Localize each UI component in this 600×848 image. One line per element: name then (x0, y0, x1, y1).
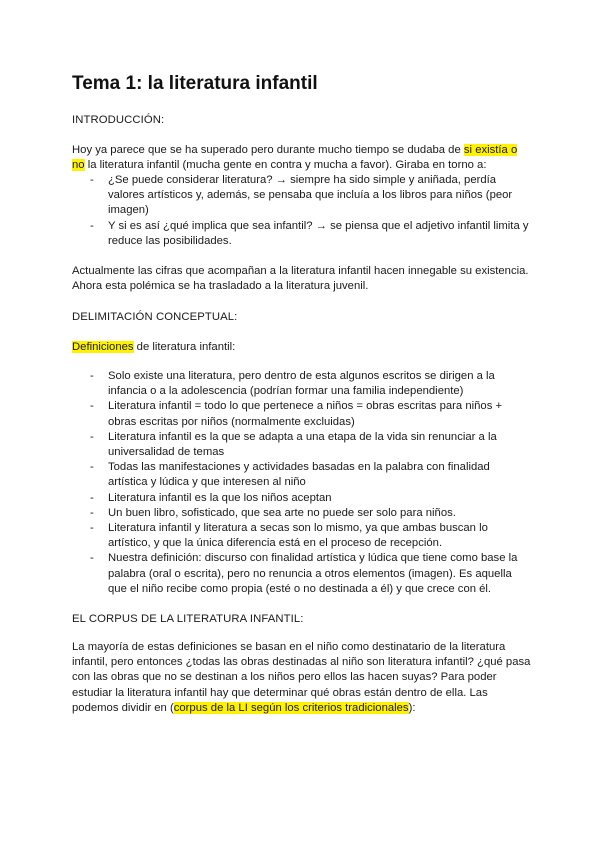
heading-delimitacion: DELIMITACIÓN CONCEPTUAL: (72, 311, 238, 323)
list-item: - Nuestra definición: discurso con finalidad artística y lúdica que tiene como base la palabra (oral o escrita), pero no renuncia a otros elementos (imagen). Es aquella que el niño recibe como propia (esté o no destinada a él) y que crece con él. (72, 551, 532, 597)
intro-bullet-list (72, 173, 532, 249)
intro-p1-text-after: la literatura infantil (mucha gente en contra y mucha a favor). Giraba en torno a: (84, 159, 487, 172)
list-item: - Y si es así ¿qué implica que sea infantil? → se piensa que el adjetivo infantil limita y reduce las posibilidades. (72, 219, 532, 249)
list-item: - Solo existe una literatura, pero dentro de esta algunos escritos se dirigen a la infancia o a la adolescencia (podrían formar una familia independiente) (72, 369, 532, 399)
list-item: - Un buen libro, sofisticado, que sea arte no puede ser solo para niños. (72, 506, 532, 521)
corpus-paragraph (72, 640, 532, 716)
list-item: - ¿Se puede considerar literatura? → siempre ha sido simple y aniñada, perdía valores artísticos y, además, se pensaba que incluía a los libros para niños (peor imagen) (72, 173, 532, 219)
definiciones-bullet-list (72, 369, 532, 597)
list-item: - Literatura infantil es la que los niños aceptan (72, 491, 532, 506)
corpus-text-after: ): (408, 701, 416, 714)
intro-paragraph-1 (72, 143, 532, 173)
list-item: - Literatura infantil = todo lo que pertenece a niños = obras escritas para niños + obras escritas por niños (normalmente excluidas) (72, 399, 532, 429)
intro-paragraph-2: Actualmente las cifras que acompañan a la literatura infantil hacen innegable su existencia. Ahora esta polémica se ha trasladado a la literatura juvenil. (72, 265, 529, 293)
intro-p1-text-before: Hoy ya parece que se ha superado pero durante mucho tiempo se dudaba de (72, 144, 464, 156)
definiciones-intro (72, 340, 532, 355)
page-title: Tema 1: la literatura infantil (72, 73, 318, 94)
heading-introduccion: INTRODUCCIÓN: (72, 114, 165, 126)
list-item: - Todas las manifestaciones y actividades basadas en la palabra con finalidad artística y lúdica y que interesen al niño (72, 460, 532, 490)
heading-corpus: EL CORPUS DE LA LITERATURA INFANTIL: (72, 613, 304, 625)
corpus-text-before: La mayoría de estas definiciones se basan en el niño como destinatario de la literatura infantil, pero entonces ¿todas las obras destinadas al niño son literatura infantil? ¿qué pasa con las obras que no se destinan a los niños pero ellos las hacen suyas? Para poder estudiar la literatura infantil hay que determinar qué obras están dentro de ella. Las podemos dividir en ( (72, 641, 531, 714)
intro-p1-highlight: si existía o no (72, 144, 518, 172)
list-item: - Literatura infantil es la que se adapta a una etapa de la vida sin renunciar a la universalidad de temas (72, 430, 532, 460)
list-item: - Literatura infantil y literatura a secas son lo mismo, ya que ambas buscan lo artístico, y que la única diferencia está en el proceso de recepción. (72, 521, 532, 551)
definiciones-highlight: Definiciones (72, 341, 134, 353)
definiciones-intro-text: de literatura infantil: (133, 341, 236, 353)
corpus-highlight: corpus de la LI según los criterios tradicionales (173, 701, 409, 714)
